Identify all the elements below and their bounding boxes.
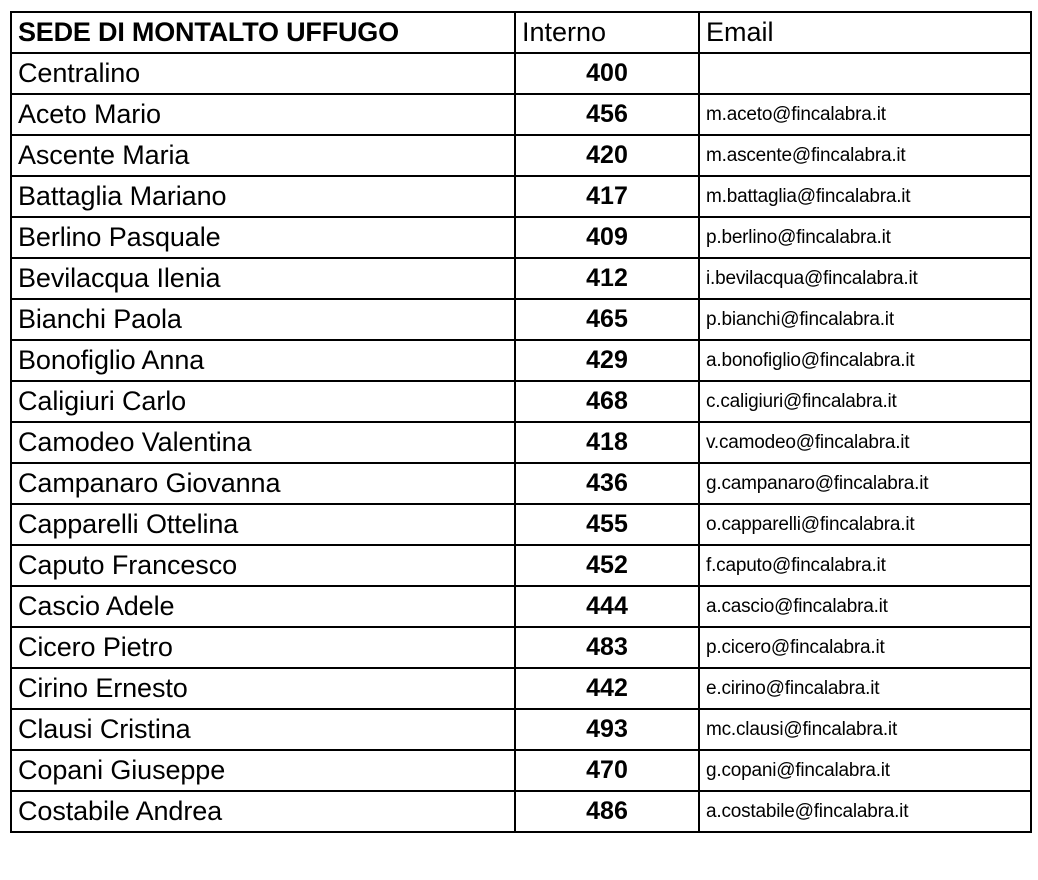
- cell-extension: 483: [515, 627, 699, 668]
- cell-email: m.battaglia@fincalabra.it: [699, 176, 1031, 217]
- table-row: [11, 381, 1031, 422]
- header-row: [11, 12, 1031, 53]
- column-header-email: Email: [699, 12, 1031, 53]
- cell-name: Campanaro Giovanna: [11, 463, 515, 504]
- table-row: [11, 422, 1031, 463]
- table-row: [11, 135, 1031, 176]
- table-row: [11, 668, 1031, 709]
- cell-extension: 420: [515, 135, 699, 176]
- cell-email: e.cirino@fincalabra.it: [699, 668, 1031, 709]
- table-row: [11, 258, 1031, 299]
- table-row: [11, 463, 1031, 504]
- cell-name: Centralino: [11, 53, 515, 94]
- table-row: [11, 545, 1031, 586]
- cell-extension: 465: [515, 299, 699, 340]
- cell-extension: 418: [515, 422, 699, 463]
- phone-directory-table: [10, 11, 1032, 833]
- cell-extension: 452: [515, 545, 699, 586]
- cell-name: Costabile Andrea: [11, 791, 515, 832]
- cell-name: Caligiuri Carlo: [11, 381, 515, 422]
- cell-email: a.costabile@fincalabra.it: [699, 791, 1031, 832]
- table-row: [11, 627, 1031, 668]
- cell-name: Caputo Francesco: [11, 545, 515, 586]
- column-header-location: SEDE DI MONTALTO UFFUGO: [11, 12, 515, 53]
- cell-email: g.campanaro@fincalabra.it: [699, 463, 1031, 504]
- cell-name: Camodeo Valentina: [11, 422, 515, 463]
- cell-extension: 486: [515, 791, 699, 832]
- cell-name: Aceto Mario: [11, 94, 515, 135]
- cell-extension: 409: [515, 217, 699, 258]
- cell-name: Clausi Cristina: [11, 709, 515, 750]
- table-row: [11, 750, 1031, 791]
- table-header: [11, 12, 1031, 53]
- cell-extension: 444: [515, 586, 699, 627]
- cell-email: g.copani@fincalabra.it: [699, 750, 1031, 791]
- table-row: [11, 504, 1031, 545]
- cell-email: f.caputo@fincalabra.it: [699, 545, 1031, 586]
- cell-email: a.cascio@fincalabra.it: [699, 586, 1031, 627]
- cell-email: p.berlino@fincalabra.it: [699, 217, 1031, 258]
- cell-extension: 412: [515, 258, 699, 299]
- cell-email: i.bevilacqua@fincalabra.it: [699, 258, 1031, 299]
- cell-name: Copani Giuseppe: [11, 750, 515, 791]
- table-row: [11, 53, 1031, 94]
- cell-extension: 455: [515, 504, 699, 545]
- table-row: [11, 586, 1031, 627]
- cell-extension: 468: [515, 381, 699, 422]
- table-row: [11, 709, 1031, 750]
- table-row: [11, 176, 1031, 217]
- cell-email: p.bianchi@fincalabra.it: [699, 299, 1031, 340]
- column-header-extension: Interno: [515, 12, 699, 53]
- cell-extension: 442: [515, 668, 699, 709]
- table-row: [11, 340, 1031, 381]
- cell-email: m.aceto@fincalabra.it: [699, 94, 1031, 135]
- cell-name: Cirino Ernesto: [11, 668, 515, 709]
- cell-extension: 493: [515, 709, 699, 750]
- cell-name: Battaglia Mariano: [11, 176, 515, 217]
- cell-name: Bianchi Paola: [11, 299, 515, 340]
- table-row: [11, 791, 1031, 832]
- cell-extension: 417: [515, 176, 699, 217]
- cell-extension: 429: [515, 340, 699, 381]
- cell-name: Capparelli Ottelina: [11, 504, 515, 545]
- cell-email: a.bonofiglio@fincalabra.it: [699, 340, 1031, 381]
- cell-name: Bonofiglio Anna: [11, 340, 515, 381]
- table-row: [11, 299, 1031, 340]
- cell-extension: 456: [515, 94, 699, 135]
- table-row: [11, 94, 1031, 135]
- cell-email: o.capparelli@fincalabra.it: [699, 504, 1031, 545]
- cell-name: Cicero Pietro: [11, 627, 515, 668]
- cell-email: c.caligiuri@fincalabra.it: [699, 381, 1031, 422]
- cell-extension: 436: [515, 463, 699, 504]
- cell-extension: 470: [515, 750, 699, 791]
- cell-name: Berlino Pasquale: [11, 217, 515, 258]
- table-body: [11, 53, 1031, 832]
- cell-extension: 400: [515, 53, 699, 94]
- cell-name: Ascente Maria: [11, 135, 515, 176]
- cell-email: mc.clausi@fincalabra.it: [699, 709, 1031, 750]
- cell-name: Bevilacqua Ilenia: [11, 258, 515, 299]
- cell-email: p.cicero@fincalabra.it: [699, 627, 1031, 668]
- cell-email: m.ascente@fincalabra.it: [699, 135, 1031, 176]
- cell-name: Cascio Adele: [11, 586, 515, 627]
- cell-email: [699, 53, 1031, 94]
- table-row: [11, 217, 1031, 258]
- directory-sheet: [10, 11, 1030, 833]
- cell-email: v.camodeo@fincalabra.it: [699, 422, 1031, 463]
